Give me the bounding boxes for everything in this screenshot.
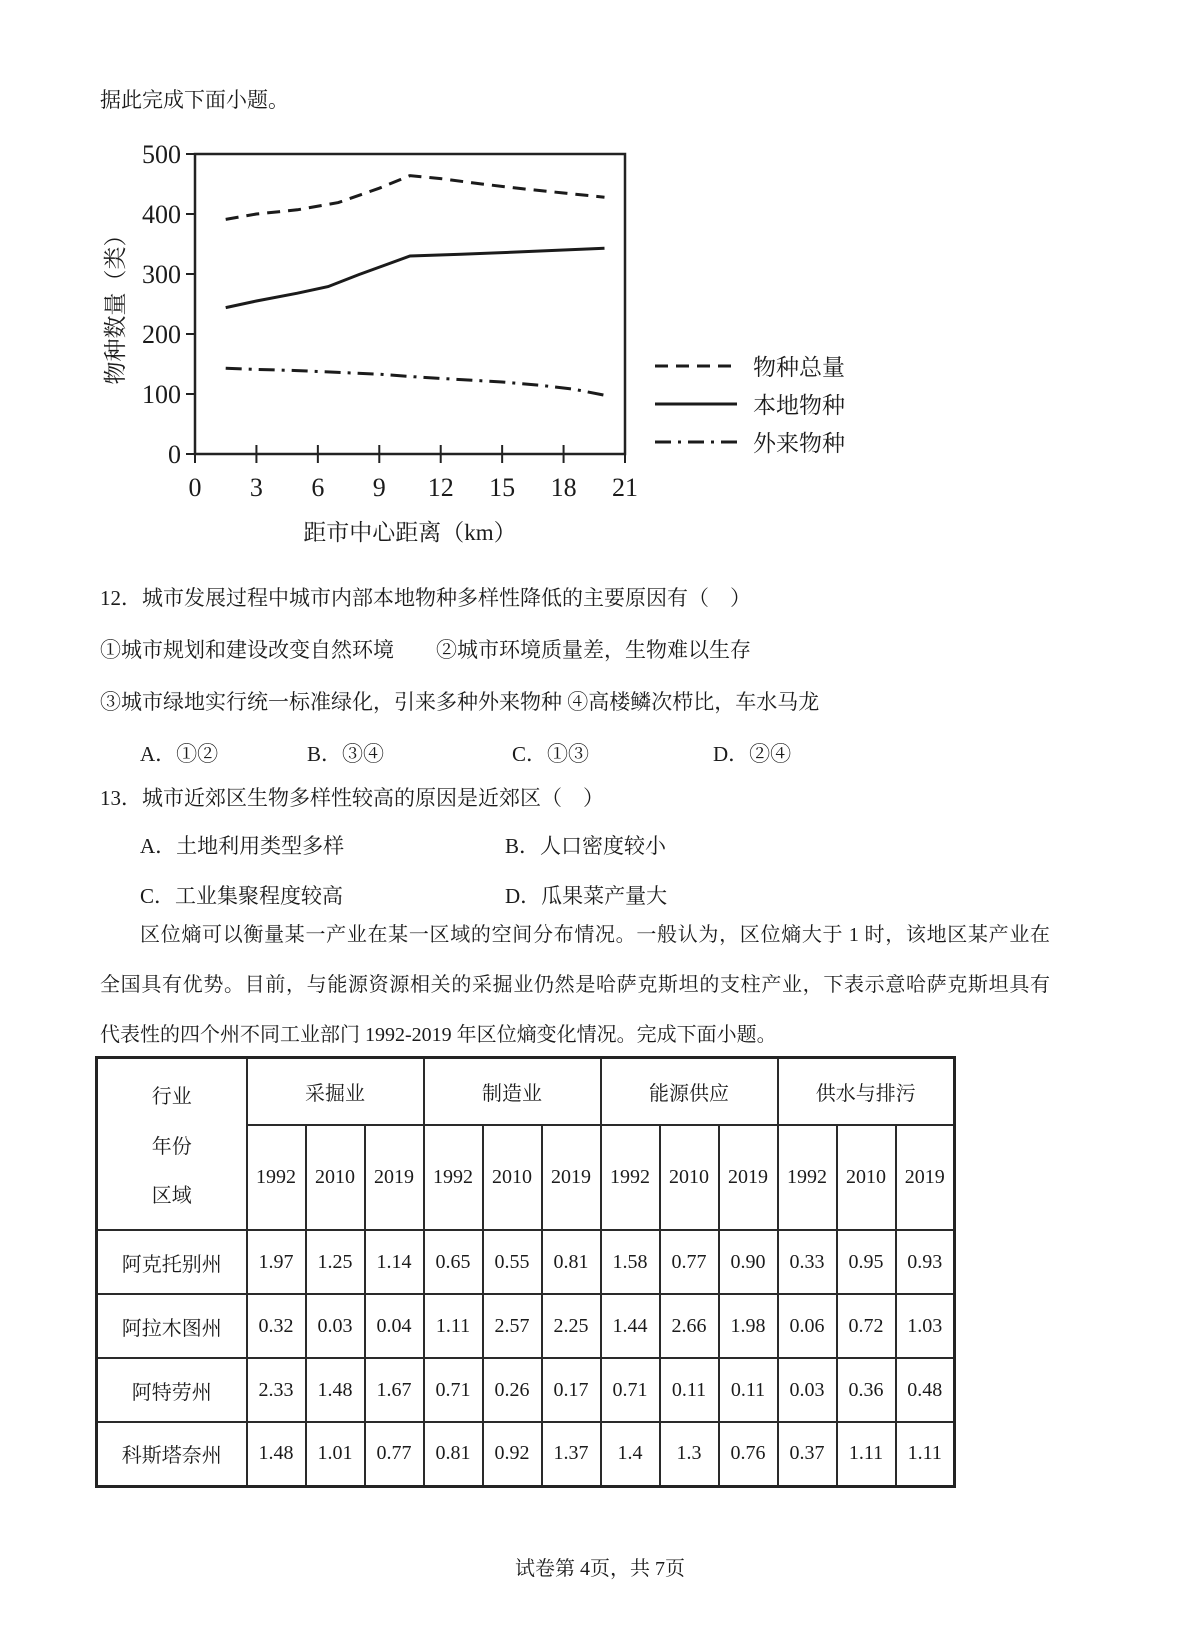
y-axis-tick-label: 0	[168, 440, 181, 469]
table-year-header: 2019	[896, 1125, 955, 1230]
question-12	[100, 583, 1110, 769]
table-value-cell: 0.55	[483, 1230, 542, 1294]
table-value-cell: 2.25	[542, 1294, 601, 1358]
table-value-cell: 0.81	[424, 1422, 483, 1486]
table-value-cell: 1.14	[365, 1230, 424, 1294]
table-value-cell: 1.11	[837, 1422, 896, 1486]
table-value-cell: 0.03	[778, 1358, 837, 1422]
x-axis-tick-label: 21	[612, 473, 638, 502]
table-value-cell: 2.57	[483, 1294, 542, 1358]
page-footer: 试卷第 4页，共 7页	[515, 1558, 685, 1580]
species-line-chart	[95, 136, 1025, 591]
table-value-cell: 0.33	[778, 1230, 837, 1294]
table-value-cell: 1.3	[660, 1422, 719, 1486]
table-year-header: 2010	[660, 1125, 719, 1230]
table-year-header: 2010	[306, 1125, 365, 1230]
q13-option-c: C．工业集聚程度较高	[140, 884, 344, 908]
table-value-cell: 0.06	[778, 1294, 837, 1358]
table-region-cell: 阿特劳州	[97, 1358, 247, 1422]
q13-stem: 13．城市近郊区生物多样性较高的原因是近郊区（ ）	[100, 786, 604, 810]
table-value-cell: 1.48	[247, 1422, 306, 1486]
passage-line: 全国具有优势。目前，与能源资源相关的采掘业仍然是哈萨克斯坦的支柱产业，下表示意哈萨克斯坦具有	[100, 974, 1050, 996]
table-value-cell: 1.01	[306, 1422, 365, 1486]
table-value-cell: 1.48	[306, 1358, 365, 1422]
q12-option-d: D．②④	[713, 742, 792, 766]
x-axis-tick-label: 9	[372, 473, 386, 502]
table-corner-label: 区域	[151, 1185, 192, 1208]
x-axis-tick-label: 18	[550, 473, 577, 502]
table-year-header: 2010	[483, 1125, 542, 1230]
table-year-header: 2019	[542, 1125, 601, 1230]
table-region-cell: 阿克托别州	[97, 1230, 247, 1294]
table-value-cell: 0.17	[542, 1358, 601, 1422]
x-axis-tick-label: 15	[489, 473, 516, 502]
table-value-cell: 2.33	[247, 1358, 306, 1422]
table-year-header: 1992	[247, 1125, 306, 1230]
q12-items-line1: ①城市规划和建设改变自然环境 ②城市环境质量差，生物难以生存	[100, 638, 751, 662]
q12-stem: 12．城市发展过程中城市内部本地物种多样性降低的主要原因有（ ）	[100, 586, 751, 610]
x-axis-tick-label: 12	[427, 473, 454, 502]
q13-option-b: B．人口密度较小	[505, 834, 667, 858]
y-axis-tick-label: 300	[142, 260, 181, 289]
x-axis-title: 距市中心距离（km）	[303, 520, 517, 545]
location-entropy-table	[95, 1056, 956, 1488]
table-corner-label: 行业	[151, 1085, 192, 1108]
table-value-cell: 0.65	[424, 1230, 483, 1294]
table-value-cell: 0.72	[837, 1294, 896, 1358]
table-region-cell: 阿拉木图州	[97, 1294, 247, 1358]
q12-options	[100, 739, 1110, 769]
table-value-cell: 0.90	[719, 1230, 778, 1294]
table-row	[97, 1422, 955, 1486]
table-value-cell: 0.11	[719, 1358, 778, 1422]
table-value-cell: 0.95	[837, 1230, 896, 1294]
table-group-header: 采掘业	[247, 1058, 424, 1125]
intro-text: 据此完成下面小题。	[100, 88, 289, 112]
table-group-header: 能源供应	[601, 1058, 778, 1125]
x-axis-tick-label: 0	[188, 473, 202, 502]
q12-items-line2: ③城市绿地实行统一标准绿化，引来多种外来物种 ④高楼鳞次栉比，车水马龙	[100, 690, 820, 714]
table-value-cell: 0.11	[660, 1358, 719, 1422]
table-row	[97, 1230, 955, 1294]
legend-label: 物种总量	[753, 355, 845, 380]
table-year-header: 2019	[365, 1125, 424, 1230]
table-value-cell: 0.81	[542, 1230, 601, 1294]
table-row	[97, 1358, 955, 1422]
q12-option-c: C．①③	[512, 742, 590, 766]
table-value-cell: 0.26	[483, 1358, 542, 1422]
y-axis-tick-label: 400	[142, 200, 181, 229]
table-group-header: 供水与排污	[778, 1058, 955, 1125]
table-value-cell: 1.58	[601, 1230, 660, 1294]
table-value-cell: 1.97	[247, 1230, 306, 1294]
q13-option-a: A．土地利用类型多样	[140, 834, 345, 858]
series-line-solid	[226, 248, 605, 307]
table-value-cell: 0.71	[601, 1358, 660, 1422]
table-year-header: 2019	[719, 1125, 778, 1230]
table-value-cell: 0.37	[778, 1422, 837, 1486]
table-value-cell: 0.92	[483, 1422, 542, 1486]
table-value-cell: 0.71	[424, 1358, 483, 1422]
table-value-cell: 1.11	[424, 1294, 483, 1358]
table-row	[97, 1294, 955, 1358]
table-value-cell: 2.66	[660, 1294, 719, 1358]
table-value-cell: 0.77	[660, 1230, 719, 1294]
table-value-cell: 1.4	[601, 1422, 660, 1486]
table-region-cell: 科斯塔奈州	[97, 1422, 247, 1486]
table-value-cell: 1.44	[601, 1294, 660, 1358]
y-axis-tick-label: 500	[142, 140, 181, 169]
passage-line: 区位熵可以衡量某一产业在某一区域的空间分布情况。一般认为，区位熵大于 1 时，该地区某产业在	[140, 924, 1050, 946]
legend-label: 本地物种	[753, 393, 845, 418]
plot-box	[195, 154, 625, 454]
series-line-dashed	[226, 176, 605, 220]
table-corner-label: 年份	[151, 1135, 192, 1158]
y-axis-title: 物种数量（类）	[103, 223, 128, 385]
table-value-cell: 1.03	[896, 1294, 955, 1358]
y-axis-tick-label: 100	[142, 380, 181, 409]
passage-line: 代表性的四个州不同工业部门 1992-2019 年区位熵变化情况。完成下面小题。	[100, 1024, 777, 1046]
table-year-header: 1992	[778, 1125, 837, 1230]
question-13	[100, 783, 1110, 911]
table-value-cell: 1.25	[306, 1230, 365, 1294]
table-value-cell: 0.93	[896, 1230, 955, 1294]
table-value-cell: 0.04	[365, 1294, 424, 1358]
q13-options	[100, 831, 1110, 911]
species-chart-svg	[95, 136, 1025, 591]
table-value-cell: 0.76	[719, 1422, 778, 1486]
table-corner-cell	[97, 1058, 247, 1231]
x-axis-tick-label: 6	[311, 473, 325, 502]
table-value-cell: 0.03	[306, 1294, 365, 1358]
table-value-cell: 0.48	[896, 1358, 955, 1422]
table-value-cell: 1.11	[896, 1422, 955, 1486]
q12-option-b: B．③④	[307, 742, 385, 766]
passage-location-entropy	[100, 920, 1050, 1070]
table-value-cell: 0.77	[365, 1422, 424, 1486]
x-axis-tick-label: 3	[249, 473, 263, 502]
table-value-cell: 1.37	[542, 1422, 601, 1486]
table-year-header: 1992	[424, 1125, 483, 1230]
location-entropy-table-wrap	[95, 1056, 956, 1488]
series-line-dashdot	[226, 368, 605, 395]
table-value-cell: 1.98	[719, 1294, 778, 1358]
legend-label: 外来物种	[753, 431, 845, 456]
table-value-cell: 0.32	[247, 1294, 306, 1358]
q12-option-a: A．①②	[140, 742, 219, 766]
table-year-header: 1992	[601, 1125, 660, 1230]
table-value-cell: 0.36	[837, 1358, 896, 1422]
table-year-header: 2010	[837, 1125, 896, 1230]
q13-option-d: D．瓜果菜产量大	[505, 884, 668, 908]
y-axis-tick-label: 200	[142, 320, 181, 349]
table-group-header: 制造业	[424, 1058, 601, 1125]
table-value-cell: 1.67	[365, 1358, 424, 1422]
